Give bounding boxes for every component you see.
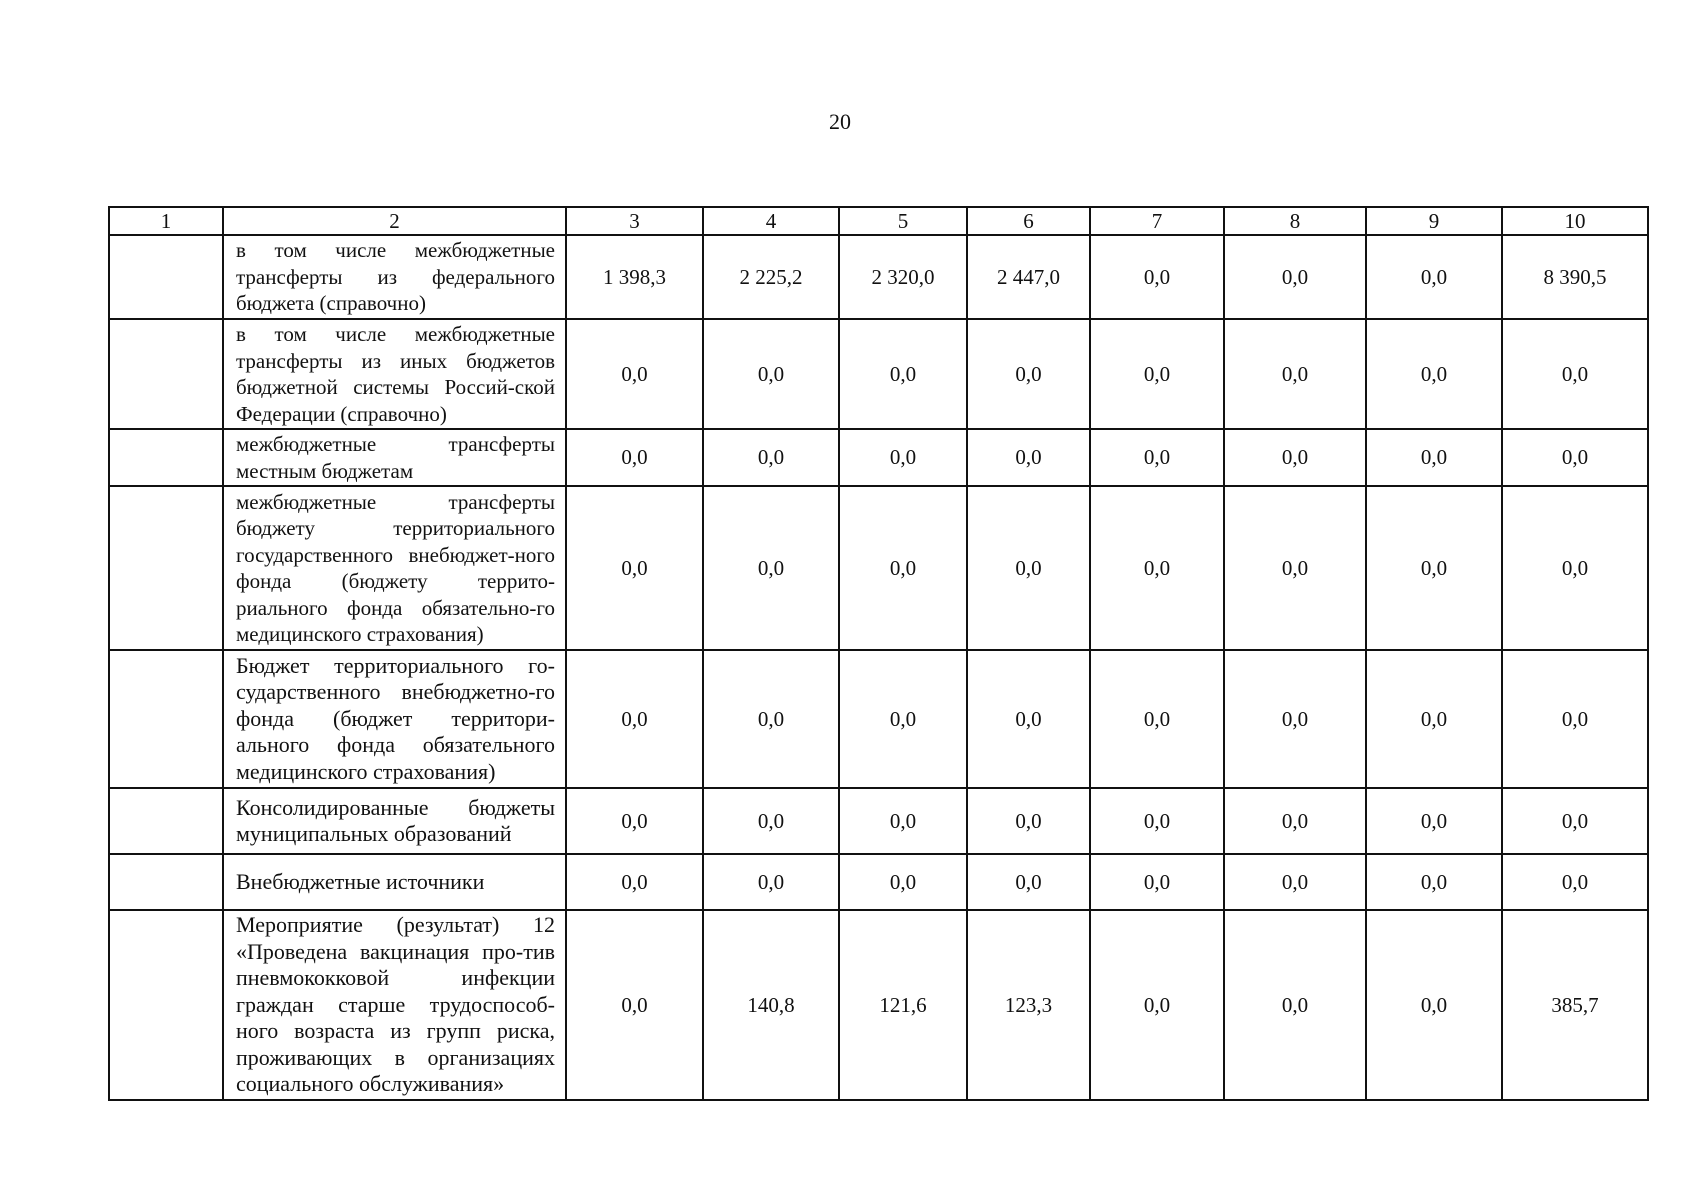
- row-value-col-8: 0,0: [1224, 910, 1366, 1100]
- table-row: [109, 854, 1648, 910]
- row-value-col-3: 1 398,3: [566, 235, 703, 319]
- row-value-col-3: 0,0: [566, 910, 703, 1100]
- row-value-col-4: 0,0: [703, 486, 839, 650]
- row-value-col-8: 0,0: [1224, 788, 1366, 854]
- header-col-5: 5: [839, 207, 967, 235]
- header-col-9: 9: [1366, 207, 1502, 235]
- table-row: [109, 235, 1648, 319]
- row-value-col-9: 0,0: [1366, 429, 1502, 486]
- header-col-6: 6: [967, 207, 1090, 235]
- row-value-col-6: 0,0: [967, 650, 1090, 788]
- row-code: [109, 854, 223, 910]
- header-row: [109, 207, 1648, 235]
- budget-table: [108, 206, 1649, 1101]
- row-value-col-3: 0,0: [566, 854, 703, 910]
- row-value-col-4: 0,0: [703, 650, 839, 788]
- header-col-7: 7: [1090, 207, 1224, 235]
- row-value-col-9: 0,0: [1366, 486, 1502, 650]
- row-value-col-4: 0,0: [703, 788, 839, 854]
- row-description: в том числе межбюджетные трансферты из федерального бюджета (справочно): [223, 235, 566, 319]
- row-description: Бюджет территориального го-сударственного внебюджетно-го фонда (бюджет территори-ального фонда обязательного медицинского страхования): [223, 650, 566, 788]
- table-row: [109, 650, 1648, 788]
- row-value-col-5: 0,0: [839, 486, 967, 650]
- header-col-2: 2: [223, 207, 566, 235]
- row-code: [109, 319, 223, 429]
- row-description: Внебюджетные источники: [223, 854, 566, 910]
- row-value-col-5: 2 320,0: [839, 235, 967, 319]
- row-value-col-8: 0,0: [1224, 235, 1366, 319]
- row-value-col-4: 140,8: [703, 910, 839, 1100]
- row-description: Мероприятие (результат) 12 «Проведена вакцинация про-тив пневмококковой инфекции граждан старше трудоспособ-ного возраста из групп риска, проживающих в организациях социального обслуживания»: [223, 910, 566, 1100]
- row-value-col-8: 0,0: [1224, 429, 1366, 486]
- row-value-col-6: 123,3: [967, 910, 1090, 1100]
- header-col-3: 3: [566, 207, 703, 235]
- row-value-col-5: 0,0: [839, 650, 967, 788]
- row-value-col-10: 385,7: [1502, 910, 1648, 1100]
- table-row: [109, 788, 1648, 854]
- table-row: [109, 319, 1648, 429]
- row-value-col-3: 0,0: [566, 486, 703, 650]
- row-value-col-9: 0,0: [1366, 788, 1502, 854]
- row-code: [109, 650, 223, 788]
- row-value-col-9: 0,0: [1366, 854, 1502, 910]
- row-value-col-4: 0,0: [703, 319, 839, 429]
- row-code: [109, 788, 223, 854]
- row-value-col-9: 0,0: [1366, 650, 1502, 788]
- header-col-10: 10: [1502, 207, 1648, 235]
- header-col-8: 8: [1224, 207, 1366, 235]
- row-code: [109, 910, 223, 1100]
- row-value-col-10: 0,0: [1502, 650, 1648, 788]
- table-row: [109, 486, 1648, 650]
- row-value-col-9: 0,0: [1366, 910, 1502, 1100]
- table-header: [109, 207, 1648, 235]
- row-value-col-4: 0,0: [703, 854, 839, 910]
- row-value-col-5: 0,0: [839, 319, 967, 429]
- row-value-col-6: 0,0: [967, 429, 1090, 486]
- table-row: [109, 910, 1648, 1100]
- row-value-col-10: 8 390,5: [1502, 235, 1648, 319]
- row-value-col-9: 0,0: [1366, 235, 1502, 319]
- row-value-col-3: 0,0: [566, 650, 703, 788]
- row-value-col-5: 0,0: [839, 429, 967, 486]
- row-description: межбюджетные трансферты бюджету территориального государственного внебюджет-ного фонда (бюджету террито-риального фонда обязательно-го медицинского страхования): [223, 486, 566, 650]
- row-value-col-4: 2 225,2: [703, 235, 839, 319]
- row-code: [109, 486, 223, 650]
- row-description: межбюджетные трансферты местным бюджетам: [223, 429, 566, 486]
- header-col-1: 1: [109, 207, 223, 235]
- row-value-col-6: 0,0: [967, 319, 1090, 429]
- row-value-col-4: 0,0: [703, 429, 839, 486]
- row-value-col-7: 0,0: [1090, 788, 1224, 854]
- row-value-col-5: 0,0: [839, 788, 967, 854]
- row-code: [109, 429, 223, 486]
- row-value-col-8: 0,0: [1224, 319, 1366, 429]
- budget-table-container: [108, 206, 1647, 1101]
- row-value-col-9: 0,0: [1366, 319, 1502, 429]
- row-value-col-8: 0,0: [1224, 854, 1366, 910]
- row-value-col-3: 0,0: [566, 319, 703, 429]
- header-col-4: 4: [703, 207, 839, 235]
- row-value-col-7: 0,0: [1090, 486, 1224, 650]
- row-value-col-3: 0,0: [566, 429, 703, 486]
- row-value-col-10: 0,0: [1502, 788, 1648, 854]
- row-value-col-10: 0,0: [1502, 429, 1648, 486]
- row-value-col-3: 0,0: [566, 788, 703, 854]
- row-code: [109, 235, 223, 319]
- row-value-col-10: 0,0: [1502, 319, 1648, 429]
- table-row: [109, 429, 1648, 486]
- row-value-col-7: 0,0: [1090, 854, 1224, 910]
- row-value-col-6: 0,0: [967, 854, 1090, 910]
- row-value-col-7: 0,0: [1090, 319, 1224, 429]
- page-number: 20: [829, 109, 851, 134]
- row-value-col-5: 121,6: [839, 910, 967, 1100]
- row-value-col-7: 0,0: [1090, 910, 1224, 1100]
- row-description: в том числе межбюджетные трансферты из иных бюджетов бюджетной системы Россий-ской Федерации (справочно): [223, 319, 566, 429]
- row-value-col-6: 2 447,0: [967, 235, 1090, 319]
- row-value-col-5: 0,0: [839, 854, 967, 910]
- row-value-col-7: 0,0: [1090, 429, 1224, 486]
- row-value-col-8: 0,0: [1224, 650, 1366, 788]
- row-value-col-6: 0,0: [967, 788, 1090, 854]
- table-body: [109, 235, 1648, 1100]
- row-description: Консолидированные бюджеты муниципальных образований: [223, 788, 566, 854]
- row-value-col-8: 0,0: [1224, 486, 1366, 650]
- row-value-col-10: 0,0: [1502, 854, 1648, 910]
- row-value-col-7: 0,0: [1090, 650, 1224, 788]
- row-value-col-10: 0,0: [1502, 486, 1648, 650]
- row-value-col-7: 0,0: [1090, 235, 1224, 319]
- row-value-col-6: 0,0: [967, 486, 1090, 650]
